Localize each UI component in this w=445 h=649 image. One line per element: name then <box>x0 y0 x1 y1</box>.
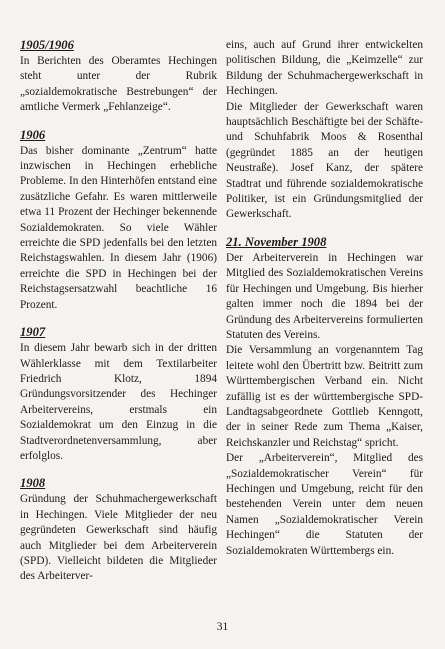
section-heading-21-november-1908: 21. November 1908 <box>226 234 327 249</box>
section-heading-1906: 1906 <box>20 127 46 142</box>
continued-paragraph: eins, auch auf Grund ihrer entwickelten politischen Bildung, die „Keimzelle“ zur Bildung der Schuhmachergewerkschaft in Hechingen. <box>226 39 423 98</box>
section-text-1908-nov-p1: Der Arbeiterverein in Hechingen war Mitglied des Sozialdemokratischen Vereins für Hechingen und Umgebung. Bis hierher galten immer noch die 1894 bei der Gründung des Arbeitervereins formulierten Statuten des Vereins. <box>226 251 423 341</box>
section-text-1908-nov-p3: Der „Arbeiterverein“, Mitglied des „Sozialdemokratischer Verein“ für Hechingen und Umgebung, reicht für den bestehenden Verein unter dem neuen Namen „Sozialdemokratischer Verein Hechingen“ die Statuten der Sozialdemokraten Württembergs ein. <box>226 452 423 557</box>
union-members-paragraph: Die Mitglieder der Gewerkschaft waren hauptsächlich Beschäftigte bei der Schäfte- und Schuhfabrik Moos & Rosenthal (gegründet 1885 an der heutigen Neustraße). Josef Kanz, der spätere Stadtrat und führende sozialdemokratische Politiker, ist ein Gründungsmitglied der Gewerkschaft. <box>226 100 423 221</box>
section-text-1905-1906: In Berichten des Oberamtes Hechingen steht unter der Rubrik „sozialdemokratische Bestrebungen“ der amtliche Vermerk „Fehlanzeige“. <box>20 55 217 114</box>
right-column <box>226 38 423 559</box>
section-text-1907: In diesem Jahr bewarb sich in der dritten Wählerklasse mit dem Textilarbeiter Friedrich Klotz, 1894 Gründungsvorsitzender des Hechinger Arbeitervereins, erstmals ein Sozialdemokrat um den Einzug in die Stadtverordnetenversammlung, aber erfolglos. <box>20 342 217 462</box>
section-heading-1908: 1908 <box>20 476 46 491</box>
section-text-1906: Das bisher dominante „Zentrum“ hatte inzwischen in Hechingen erhebliche Probleme. In den Hinterhöfen entstand eine zusätzliche Gefahr. Es waren mittlerweile etwa 11 Prozent der Hechinger bekennende Sozialdemokraten. So viele Wähler erreichte die SPD jedenfalls bei den letzten Reichstagswahlen. In diesem Jahr (1906) erreichte die SPD in Hechingen bei der Reichstagsersatzwahl beachtliche 16 Prozent. <box>20 144 218 311</box>
section-heading-1907: 1907 <box>20 325 46 340</box>
left-column <box>20 38 217 585</box>
section-text-1908-nov-p2: Die Versammlung an vorgenanntem Tag leitete wohl den Übertritt bzw. Beitritt zum Württembergischen Verband ein. Nicht zufällig ist es der württembergische SPD-Landtagsabgeordnete Gottlieb Kenngott, der in seiner Rede zum Thema „Kaiser, Reichskanzler und Reichstag“ spricht. <box>226 344 423 449</box>
section-heading-1905-1906: 1905/1906 <box>20 38 74 52</box>
page-number: 31 <box>216 621 229 633</box>
section-text-1908: Gründung der Schuhmachergewerkschaft in Hechingen. Viele Mitglieder der neu gegründeten Gewerkschaft sind häufig auch Mitglieder bei dem Arbeiterverein (SPD). Vielleicht bildeten die Mitglieder des Arbeiterver- <box>20 493 217 583</box>
